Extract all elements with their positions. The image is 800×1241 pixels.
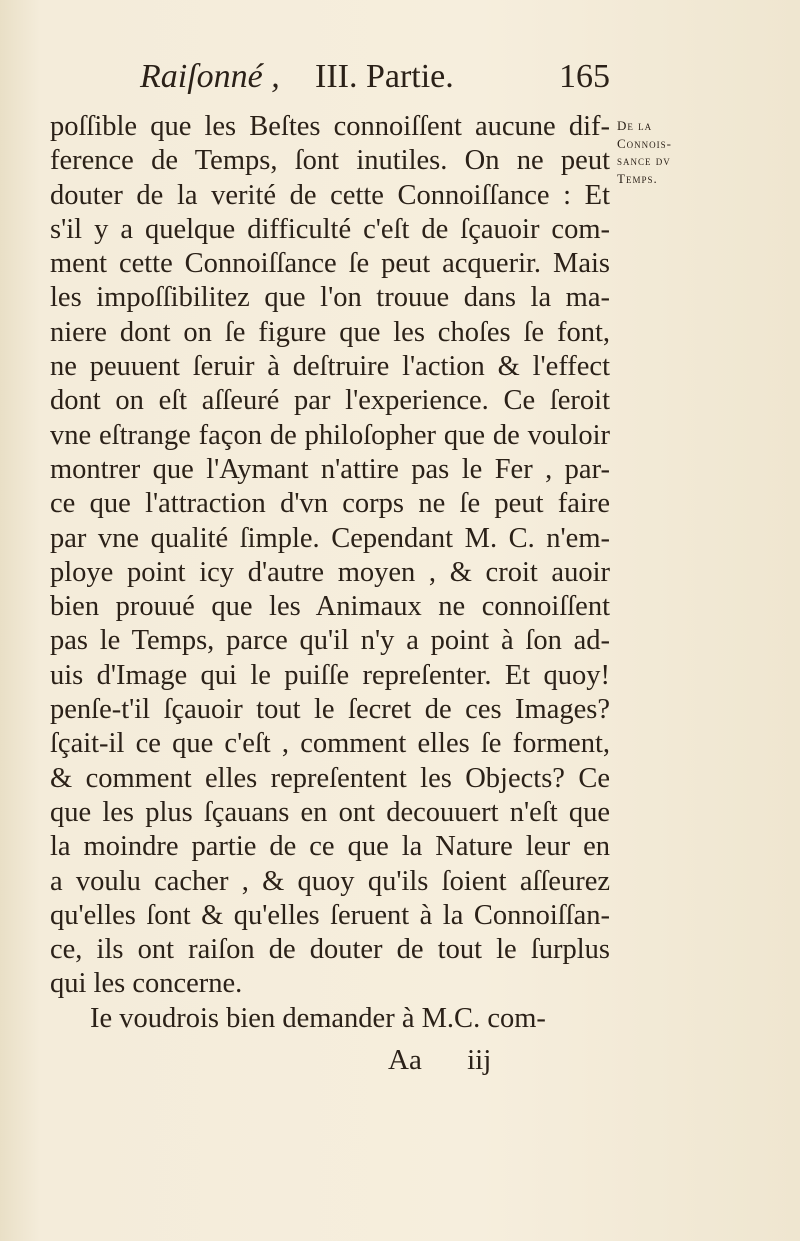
- margin-note-line: De la: [617, 118, 653, 133]
- text-line: ploye point icy d'autre moyen , & croit auoir: [50, 556, 610, 588]
- text-line: poſſible que les Beſtes connoiſſent aucune dif-: [50, 111, 610, 142]
- signature-number: iij: [467, 1044, 492, 1076]
- text-line: ce, ils ont raiſon de douter de tout le ſurplus: [50, 934, 610, 966]
- text-line: ne peuuent ſeruir à deſtruire l'action & l'effect: [50, 351, 610, 383]
- text-line: les impoſſibilitez que l'on trouue dans la ma-: [50, 282, 610, 314]
- margin-note-line: Temps.: [617, 170, 658, 186]
- text-line: pas le Temps, parce qu'il n'y a point à ſon ad-: [50, 625, 610, 657]
- text-line: ce que l'attraction d'vn corps ne ſe peut faire: [50, 488, 610, 520]
- text-line: douter de la verité de cette Connoiſſance : Et: [50, 179, 610, 211]
- text-line: qu'elles ſont & qu'elles ſeruent à la Connoiſſan-: [50, 899, 610, 931]
- body-text: [50, 110, 610, 1036]
- part-label: III. Partie.: [315, 58, 454, 95]
- text-line: uis d'Image qui le puiſſe repreſenter. Et quoy!: [50, 659, 610, 691]
- text-line: niere dont on ſe figure que les choſes ſe font,: [50, 316, 610, 348]
- text-line: montrer que l'Aymant n'attire pas le Fer , par-: [50, 453, 610, 485]
- text-line: que les plus ſçauans en ont decouuert n'eſt que: [50, 796, 610, 828]
- margin-note-line: Connois-: [617, 135, 673, 151]
- text-line: ſçait-il ce que c'eſt , comment elles ſe forment,: [50, 728, 610, 760]
- signature-letters: Aa: [388, 1044, 422, 1076]
- text-line: vne eſtrange façon de philoſopher que de vouloir: [50, 419, 610, 451]
- signature-mark: [388, 1044, 491, 1077]
- text-line: & comment elles repreſentent les Objects? Ce: [50, 762, 610, 794]
- running-header: [140, 58, 610, 102]
- text-line: penſe-t'il ſçauoir tout le ſecret de ces Images?: [50, 694, 610, 726]
- margin-note: [617, 117, 707, 187]
- text-line: dont on eſt aſſeuré par l'experience. Ce ſeroit: [50, 385, 610, 417]
- text-line: a voulu cacher , & quoy qu'ils ſoient aſſeurez: [50, 865, 610, 897]
- page-number: 165: [559, 58, 610, 95]
- text-line: Ie voudrois bien demander à M.C. com-: [90, 1002, 546, 1034]
- text-line: s'il y a quelque difficulté c'eſt de ſçauoir com-: [50, 213, 610, 245]
- running-title: Raiſonné ,: [140, 58, 280, 95]
- text-line: bien prouué que les Animaux ne connoiſſent: [50, 591, 610, 623]
- text-line: par vne qualité ſimple. Cependant M. C. n'em-: [50, 522, 610, 554]
- text-line: ment cette Connoiſſance ſe peut acquerir. Mais: [50, 248, 610, 280]
- text-line: qui les concerne.: [50, 968, 243, 1000]
- margin-note-line: sance dv: [617, 153, 671, 168]
- text-line: ference de Temps, ſont inutiles. On ne peut: [50, 145, 610, 177]
- text-line: la moindre partie de ce que la Nature leur en: [50, 831, 610, 863]
